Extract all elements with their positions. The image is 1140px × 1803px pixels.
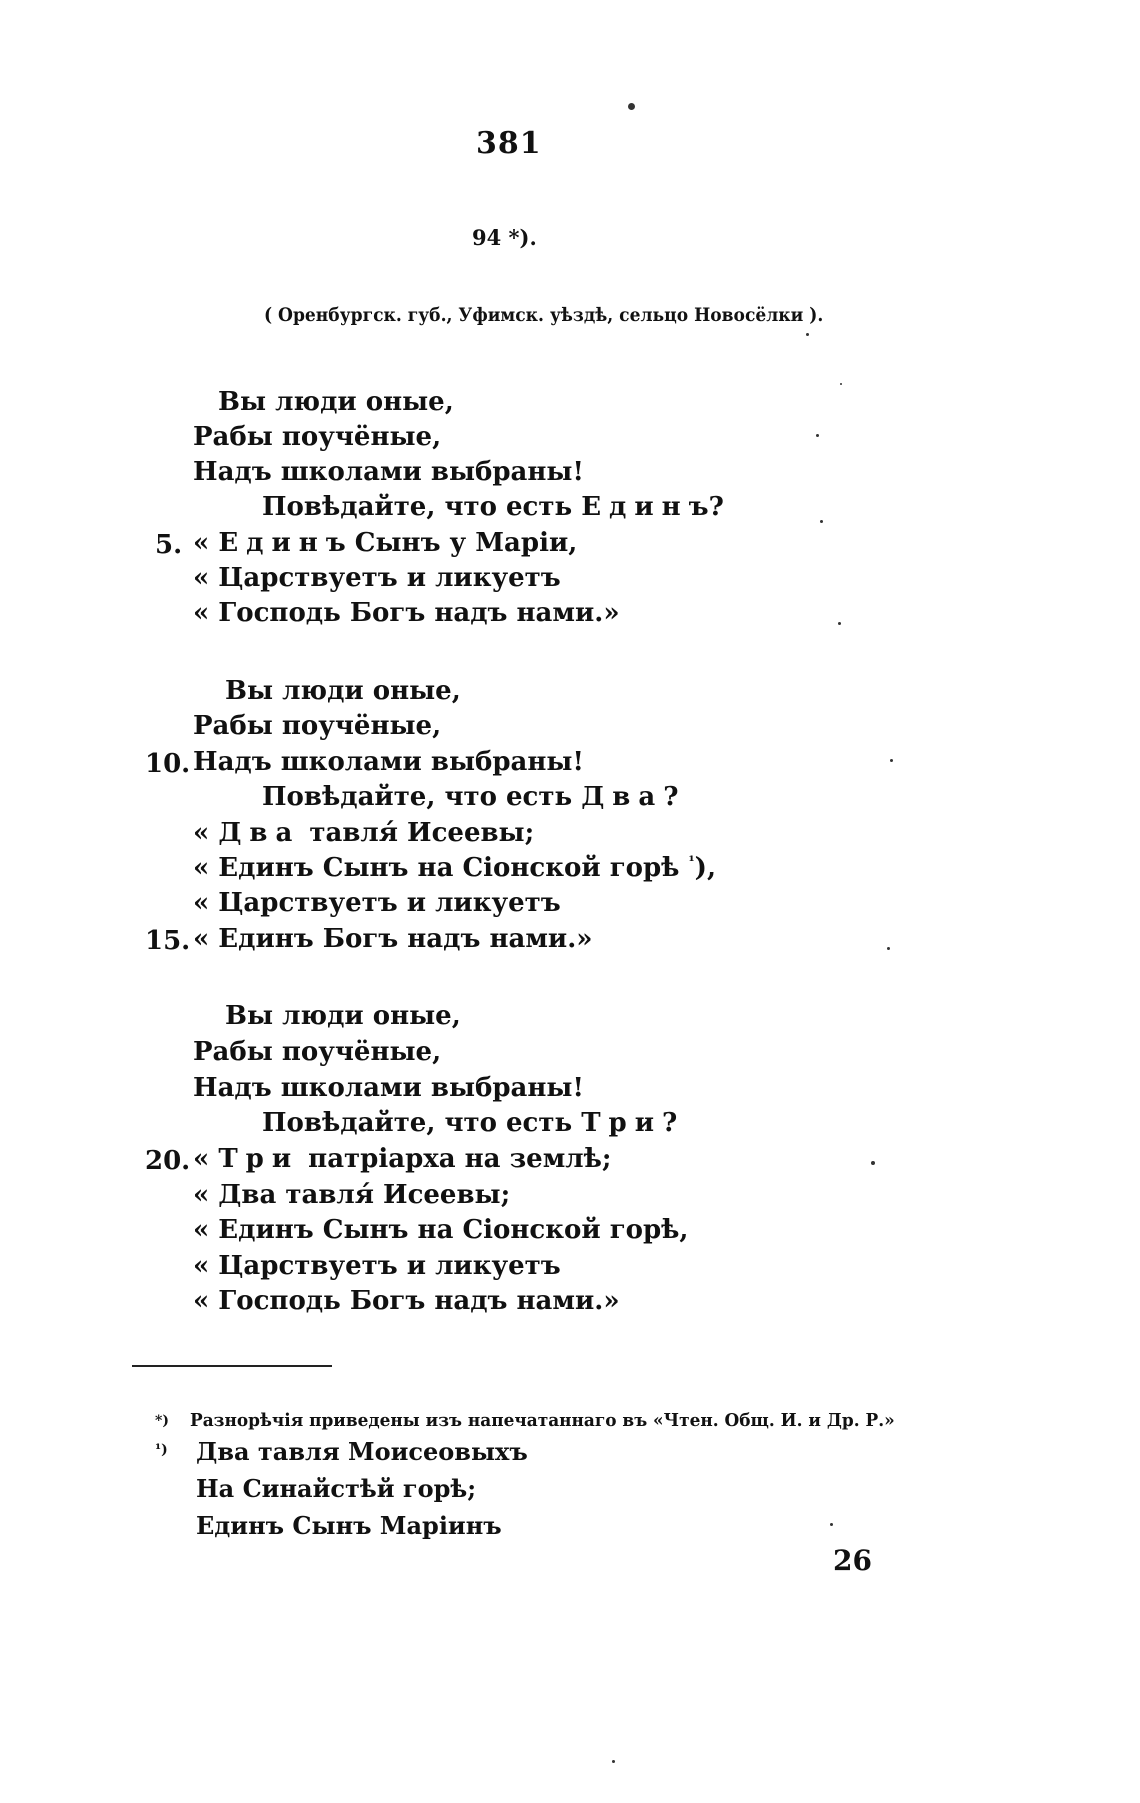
footnote-line: Два тавля Моисеовыхъ <box>196 1437 528 1466</box>
print-speck <box>628 103 635 110</box>
verse-line: Вы люди оные, <box>218 387 454 417</box>
footnote-marker: ¹) <box>155 1442 168 1458</box>
verse-line: Вы люди оные, <box>225 676 461 706</box>
provenance-note: ( Оренбургск. губ., Уфимск. уѣздѣ, сельцо Новосёлки ). <box>264 304 824 326</box>
verse-line: « Господь Богъ надъ нами.» <box>193 598 620 628</box>
verse-line: « Единъ Сынъ на Сіонской горѣ $^{^1}$), <box>193 853 716 883</box>
print-speck <box>820 520 823 523</box>
verse-line: « Два тавля́ Исеевы; <box>193 1180 511 1210</box>
verse-line: Вы люди оные, <box>225 1001 461 1031</box>
verse-line: Рабы поучёные, <box>193 711 442 741</box>
footnote-line: Единъ Сынъ Маріинъ <box>196 1511 502 1540</box>
print-speck <box>838 622 841 625</box>
verse-line: « Единъ Богъ надъ нами.» <box>193 924 593 954</box>
verse-line: Рабы поучёные, <box>193 1037 442 1067</box>
verse-line: « Два тавля́ Исеевы; <box>193 818 535 848</box>
footnote-text: Разнорѣчія приведены изъ напечатаннаго въ «Чтен. Общ. И. и Др. Р.» <box>190 1410 895 1431</box>
print-speck <box>890 759 893 762</box>
signature-mark: 26 <box>833 1544 872 1577</box>
print-speck <box>816 434 819 437</box>
footnote-line: На Синайстѣй горѣ; <box>196 1474 477 1503</box>
print-speck <box>612 1760 615 1763</box>
page-number: 381 <box>476 126 542 161</box>
verse-line: Надъ школами выбраны! <box>193 1073 584 1103</box>
footnote-marker: *) <box>155 1413 169 1429</box>
verse-line: « Три патріарха на землѣ; <box>193 1144 612 1174</box>
verse-line: Повѣдайте, что есть Два? <box>262 782 679 812</box>
verse-line: Повѣдайте, что есть Три? <box>262 1108 678 1138</box>
line-number: 5. <box>155 530 183 560</box>
verse-line: « Царствуетъ и ликуетъ <box>193 888 561 918</box>
print-speck <box>830 1523 833 1526</box>
print-speck <box>871 1161 875 1165</box>
verse-line: Надъ школами выбраны! <box>193 747 584 777</box>
verse-line: « Единъ Сынъ на Сіонской горѣ, <box>193 1215 689 1245</box>
verse-line: « Царствуетъ и ликуетъ <box>193 563 561 593</box>
song-number: 94 *). <box>472 225 537 250</box>
verse-line: Надъ школами выбраны! <box>193 457 584 487</box>
verse-line: « Единъ Сынъ у Маріи, <box>193 528 578 558</box>
verse-line: « Господь Богъ надъ нами.» <box>193 1286 620 1316</box>
verse-line: Рабы поучёные, <box>193 422 442 452</box>
print-speck <box>840 383 842 385</box>
print-speck <box>887 947 890 950</box>
line-number: 20. <box>145 1146 191 1176</box>
verse-line: « Царствуетъ и ликуетъ <box>193 1251 561 1281</box>
footnote-rule <box>132 1365 332 1367</box>
print-speck <box>806 333 809 336</box>
line-number: 15. <box>145 926 191 956</box>
verse-line: Повѣдайте, что есть Единъ? <box>262 492 724 522</box>
line-number: 10. <box>145 749 191 779</box>
